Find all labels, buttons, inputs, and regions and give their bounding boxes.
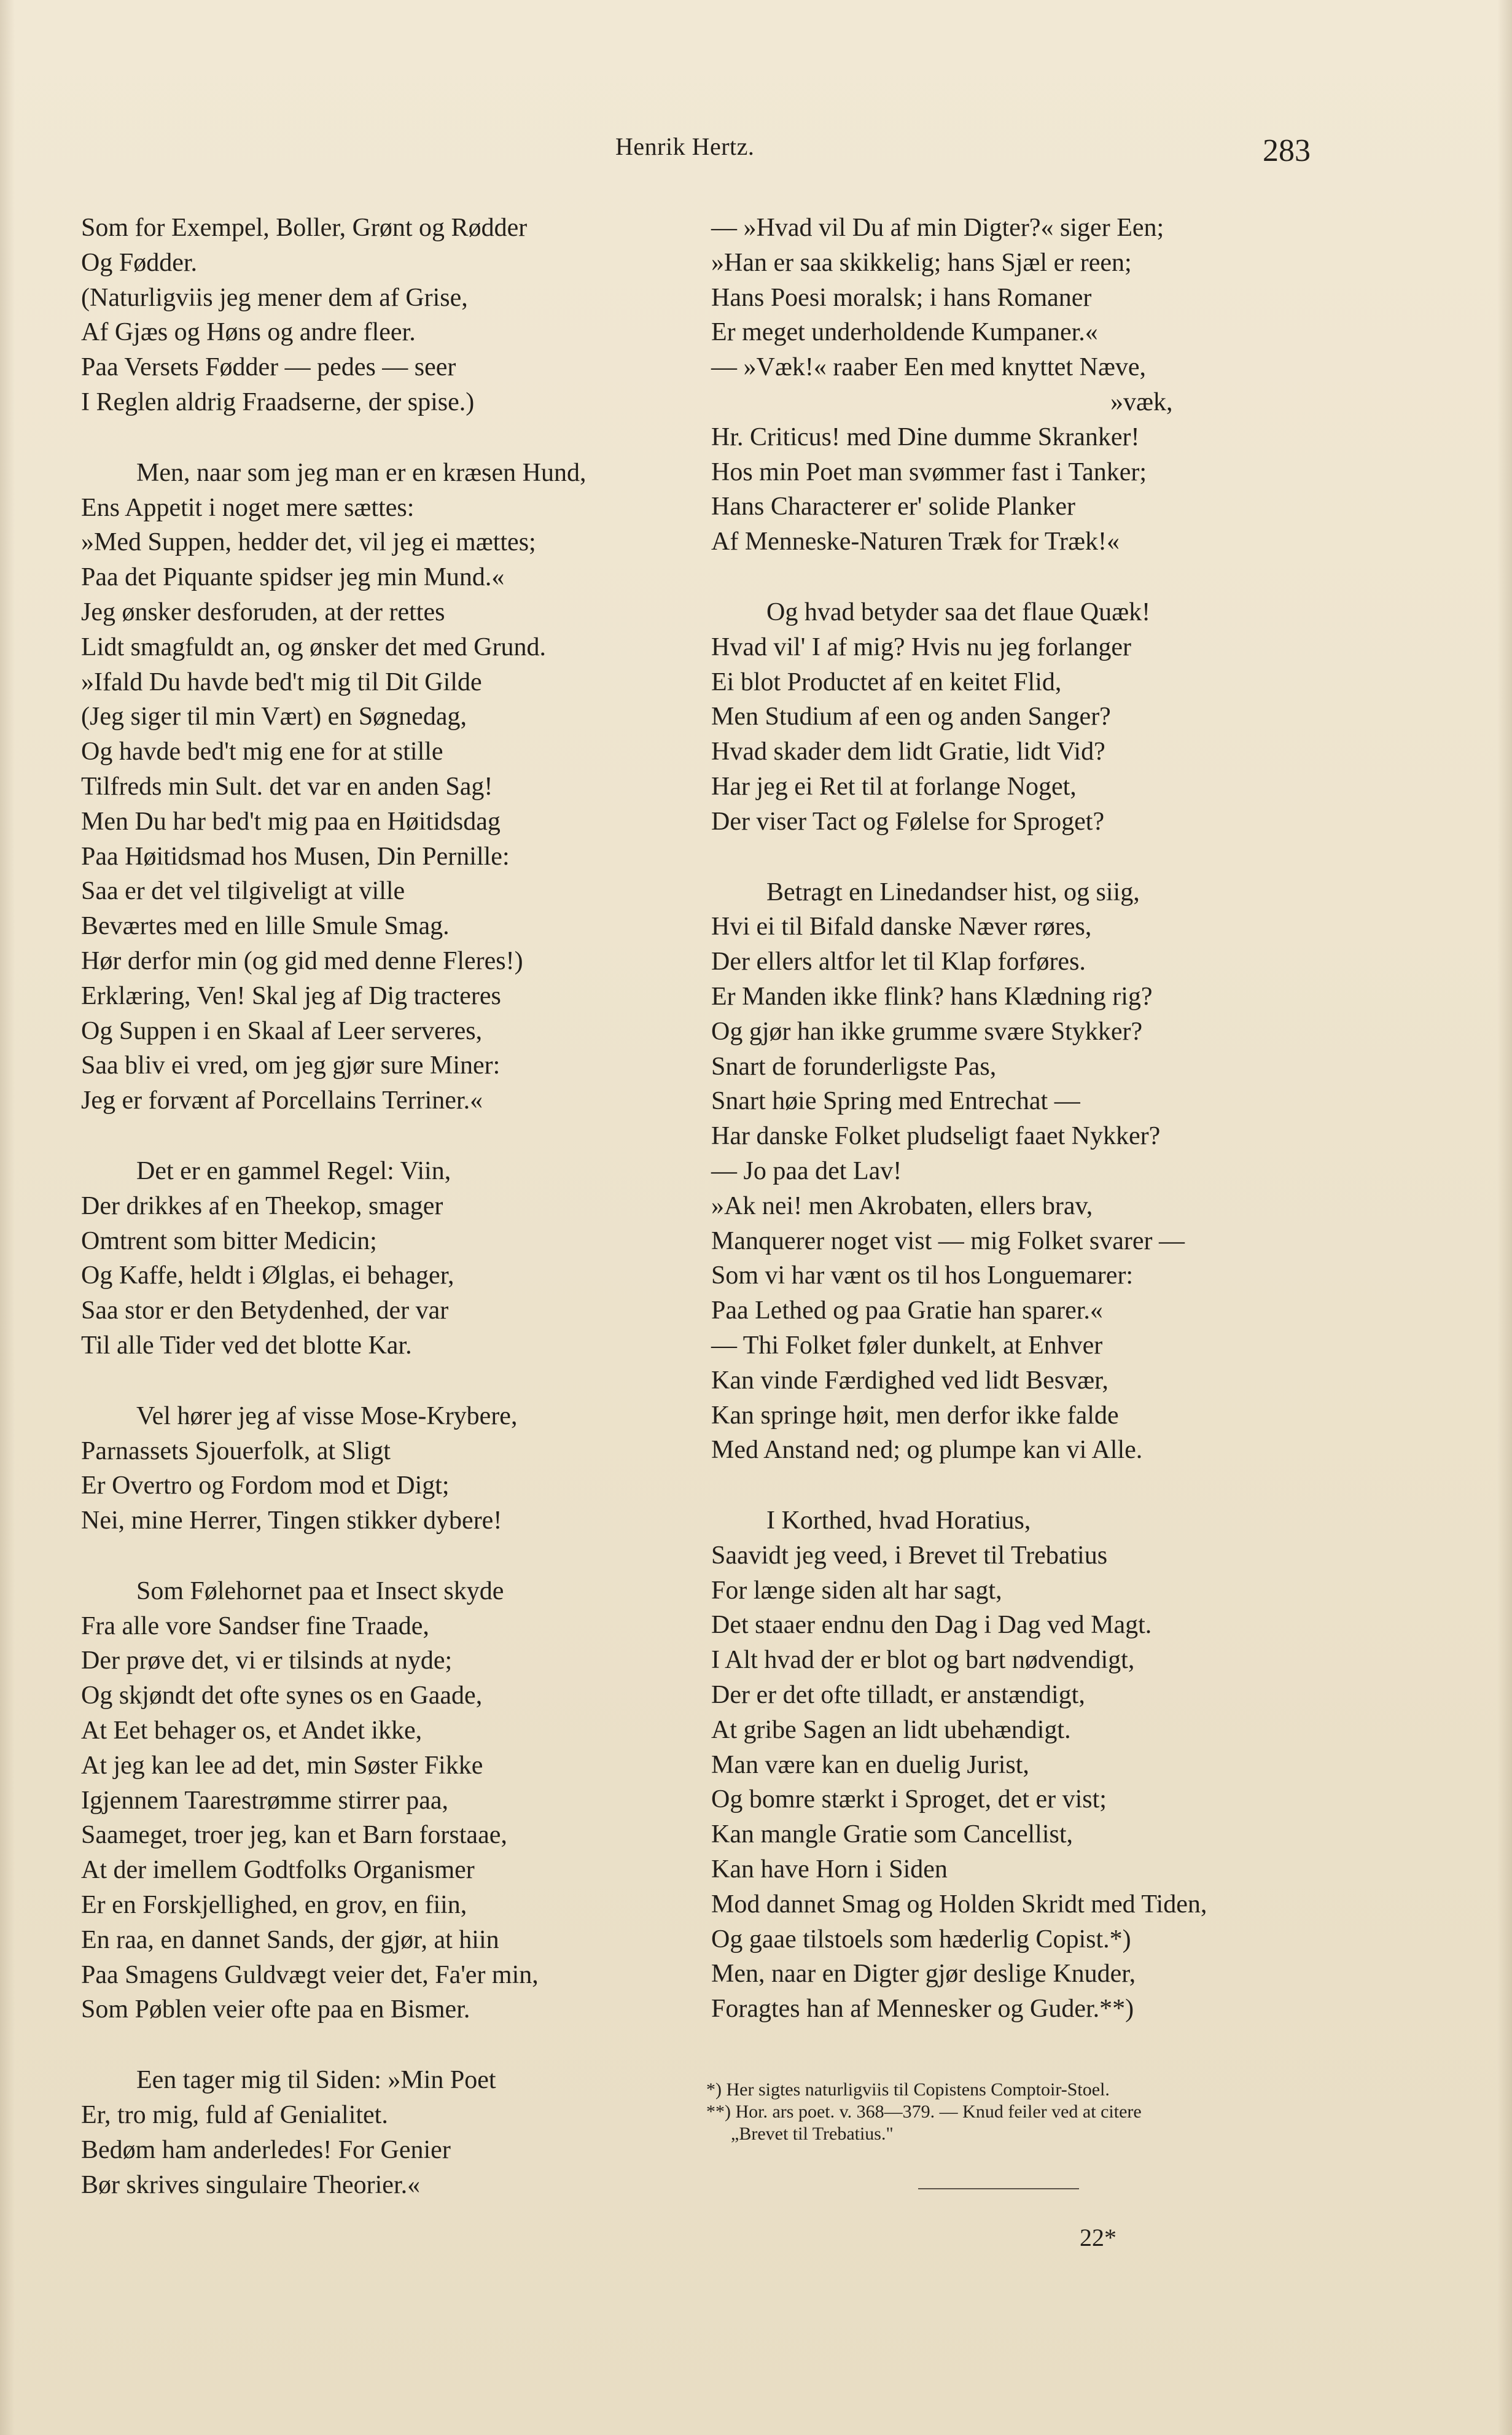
verse-line: Hr. Criticus! med Dine dumme Skranker! <box>711 423 1140 451</box>
verse-line: Der prøve det, vi er tilsinds at nyde; <box>81 1646 453 1675</box>
verse-line: Parnassets Sjouerfolk, at Sligt <box>81 1436 391 1465</box>
verse-line: Paa det Piquante spidser jeg min Mund.« <box>81 563 505 592</box>
verse-line: Der viser Tact og Følelse for Sproget? <box>711 807 1105 836</box>
footnote-rule <box>918 2188 1079 2189</box>
left-column <box>81 211 695 2238</box>
verse-line: »Han er saa skikkelig; hans Sjæl er reen; <box>711 248 1132 277</box>
verse-line: Een tager mig til Siden: »Min Poet <box>136 2066 496 2095</box>
verse-line: Og Kaffe, heldt i Ølglas, ei behager, <box>81 1261 454 1290</box>
stanza <box>711 1503 1325 2027</box>
stanza <box>81 1574 695 2027</box>
verse-line: Er, tro mig, fuld af Genialitet. <box>81 2101 388 2130</box>
stanza <box>81 456 695 1118</box>
stanza <box>81 1399 695 1538</box>
running-head: Henrik Hertz. <box>615 133 755 160</box>
stanza <box>711 875 1325 1468</box>
verse-line: (Jeg siger til min Vært) en Søgnedag, <box>81 703 467 731</box>
verse-line: Beværtes med en lille Smule Smag. <box>81 912 450 941</box>
verse-line: Som Følehornet paa et Insect skyde <box>136 1576 504 1605</box>
verse-line: Og havde bed't mig ene for at stille <box>81 738 443 766</box>
verse-line: Og gjør han ikke grumme svære Stykker? <box>711 1017 1143 1046</box>
verse-line: Manquerer noget vist — mig Folket svarer — <box>711 1226 1185 1255</box>
verse-line: Bør skrives singulaire Theorier.« <box>81 2170 421 2199</box>
verse-line: Har danske Folket pludseligt faaet Nykker? <box>711 1122 1161 1151</box>
footnotes <box>706 2079 1327 2145</box>
verse-line: Og gaae tilstoels som hæderlig Copist.*) <box>711 1925 1131 1954</box>
verse-line: Det er en gammel Regel: Viin, <box>136 1156 451 1185</box>
verse-line: Paa Smagens Guldvægt veier det, Fa'er min, <box>81 1960 539 1989</box>
verse-line: Hos min Poet man svømmer fast i Tanker; <box>711 458 1147 486</box>
verse-line: Snart høie Spring med Entrechat — <box>711 1087 1080 1116</box>
verse-line: Omtrent som bitter Medicin; <box>81 1226 377 1255</box>
verse-line: Og Fødder. <box>81 248 197 277</box>
verse-line: — »Væk!« raaber Een med knyttet Næve, <box>711 353 1146 382</box>
verse-line: Fra alle vore Sandser fine Traade, <box>81 1611 429 1640</box>
verse-line: Hvad vil' I af mig? Hvis nu jeg forlanger <box>711 633 1132 661</box>
verse-line: Hvi ei til Bifald danske Næver røres, <box>711 913 1092 941</box>
verse-line: Igjennem Taarestrømme stirrer paa, <box>81 1786 449 1815</box>
verse-line: Men, naar som jeg man er en kræsen Hund, <box>136 458 586 487</box>
stanza <box>711 211 1325 559</box>
stanza <box>711 595 1325 840</box>
verse-line: Og skjøndt det ofte synes os en Gaade, <box>81 1681 483 1710</box>
verse-line: Vel hører jeg af visse Mose-Krybere, <box>136 1401 518 1430</box>
verse-line: Kan have Horn i Siden <box>711 1855 948 1884</box>
verse-line: Er en Forskjellighed, en grov, en fiin, <box>81 1891 467 1920</box>
verse-line: Som vi har vænt os til hos Longuemarer: <box>711 1261 1134 1290</box>
verse-line: Til alle Tider ved det blotte Kar. <box>81 1331 412 1360</box>
verse-line: Hvad skader dem lidt Gratie, lidt Vid? <box>711 738 1105 766</box>
verse-line: Men, naar en Digter gjør deslige Knuder, <box>711 1960 1136 1989</box>
verse-line: Ens Appetit i noget mere sættes: <box>81 493 415 522</box>
verse-line: Er Overtro og Fordom mod et Digt; <box>81 1471 450 1500</box>
verse-line: Mod dannet Smag og Holden Skridt med Tiden, <box>711 1890 1207 1919</box>
verse-line: Jeg er forvænt af Porcellains Terriner.« <box>81 1086 483 1115</box>
verse-line: Saa er det vel tilgiveligt at ville <box>81 877 405 906</box>
right-column <box>711 211 1325 2062</box>
verse-line: At jeg kan lee ad det, min Søster Fikke <box>81 1751 483 1780</box>
verse-line: Er meget underholdende Kumpaner.« <box>711 318 1098 347</box>
verse-line: Tilfreds min Sult. det var en anden Sag! <box>81 772 493 801</box>
stanza <box>81 1154 695 1363</box>
verse-line: Og hvad betyder saa det flaue Quæk! <box>766 598 1151 626</box>
verse-line: Hør derfor min (og gid med denne Fleres!) <box>81 946 523 975</box>
verse-line: Nei, mine Herrer, Tingen stikker dybere! <box>81 1506 502 1535</box>
verse-line: Jeg ønsker desforuden, at der rettes <box>81 598 445 626</box>
signature-mark: 22* <box>1080 2224 1116 2251</box>
verse-line: Der er det ofte tilladt, er anstændigt, <box>711 1681 1085 1710</box>
verse-line: Er Manden ikke flink? hans Klædning rig? <box>711 982 1153 1011</box>
verse-line: Og Suppen i en Skaal af Leer serveres, <box>81 1016 483 1045</box>
verse-line: »Med Suppen, hedder det, vil jeg ei mættes; <box>81 528 536 557</box>
verse-line: Saa bliv ei vred, om jeg gjør sure Miner: <box>81 1051 501 1080</box>
verse-line: At Eet behager os, et Andet ikke, <box>81 1716 423 1745</box>
verse-line: Betragt en Linedandser hist, og siig, <box>766 878 1140 906</box>
verse-line: Men Du har bed't mig paa en Høitidsdag <box>81 807 501 836</box>
verse-line: Snart de forunderligste Pas, <box>711 1052 997 1081</box>
verse-line: Har jeg ei Ret til at forlange Noget, <box>711 772 1077 801</box>
page-edge-left <box>0 0 15 2435</box>
verse-line: Der drikkes af en Theekop, smager <box>81 1191 443 1220</box>
verse-line: Foragtes han af Mennesker og Guder.**) <box>711 1995 1134 2024</box>
verse-line: Af Gjæs og Høns og andre fleer. <box>81 318 416 347</box>
verse-line: Af Menneske-Naturen Træk for Træk!« <box>711 528 1120 556</box>
verse-line: Som Pøblen veier ofte paa en Bismer. <box>81 1995 470 2024</box>
verse-line: Bedøm ham anderledes! For Genier <box>81 2135 451 2164</box>
verse-line: I Korthed, hvad Horatius, <box>766 1506 1031 1535</box>
verse-line: At gribe Sagen an lidt ubehændigt. <box>711 1715 1071 1744</box>
verse-line: At der imellem Godtfolks Organismer <box>81 1856 475 1885</box>
verse-line: Kan springe høit, men derfor ikke falde <box>711 1401 1119 1430</box>
verse-line: Ei blot Productet af en keitet Flid, <box>711 668 1062 696</box>
verse-line: Saameget, troer jeg, kan et Barn forstaae, <box>81 1821 507 1850</box>
stanza <box>81 2063 695 2202</box>
footnote: *) Her sigtes naturligviis til Copistens Comptoir-Stoel. <box>706 2079 1110 2100</box>
verse-line: I Reglen aldrig Fraadserne, der spise.) <box>81 388 475 416</box>
verse-line: »Ifald Du havde bed't mig til Dit Gilde <box>81 668 482 696</box>
verse-line: — »Hvad vil Du af min Digter?« siger Een; <box>711 214 1164 242</box>
page-edge-right <box>1497 0 1512 2435</box>
verse-line: — Thi Folket føler dunkelt, at Enhver <box>711 1331 1103 1360</box>
verse-line: Hans Poesi moralsk; i hans Romaner <box>711 283 1092 312</box>
verse-line: I Alt hvad der er blot og bart nødvendigt, <box>711 1646 1135 1675</box>
verse-line: Paa Høitidsmad hos Musen, Din Pernille: <box>81 842 510 871</box>
verse-line: Saavidt jeg veed, i Brevet til Trebatius <box>711 1541 1108 1570</box>
verse-line: For længe siden alt har sagt, <box>711 1576 1002 1605</box>
verse-line: (Naturligviis jeg mener dem af Grise, <box>81 283 468 312</box>
verse-line: Saa stor er den Betydenhed, der var <box>81 1296 449 1325</box>
verse-line: Men Studium af een og anden Sanger? <box>711 703 1111 731</box>
verse-line: Lidt smagfuldt an, og ønsker det med Grund. <box>81 633 547 661</box>
verse-line: Kan vinde Færdighed ved lidt Besvær, <box>711 1366 1109 1395</box>
footnote: „Brevet til Trebatius." <box>731 2124 894 2144</box>
verse-line: Paa Versets Fødder — pedes — seer <box>81 353 456 382</box>
verse-line: Hans Characterer er' solide Planker <box>711 493 1075 521</box>
verse-line: — Jo paa det Lav! <box>711 1156 902 1185</box>
verse-line: Med Anstand ned; og plumpe kan vi Alle. <box>711 1436 1143 1465</box>
stanza <box>81 211 695 420</box>
verse-line: »Ak nei! men Akrobaten, ellers brav, <box>711 1191 1093 1220</box>
page-number: 283 <box>1263 133 1311 168</box>
verse-line: Og bomre stærkt i Sproget, det er vist; <box>711 1785 1107 1814</box>
verse-line: Som for Exempel, Boller, Grønt og Rødder <box>81 214 528 242</box>
verse-line: Paa Lethed og paa Gratie han sparer.« <box>711 1296 1103 1325</box>
verse-line: Man være kan en duelig Jurist, <box>711 1750 1029 1779</box>
verse-line: En raa, en dannet Sands, der gjør, at hiin <box>81 1925 499 1954</box>
verse-line: Kan mangle Gratie som Cancellist, <box>711 1820 1074 1849</box>
verse-line: »væk, <box>1110 388 1173 416</box>
verse-line: Der ellers altfor let til Klap forføres. <box>711 948 1086 976</box>
verse-line: Det staaer endnu den Dag i Dag ved Magt. <box>711 1611 1152 1640</box>
footnote: **) Hor. ars poet. v. 368—379. — Knud feiler ved at citere <box>706 2102 1142 2122</box>
verse-line: Erklæring, Ven! Skal jeg af Dig tracteres <box>81 981 501 1010</box>
